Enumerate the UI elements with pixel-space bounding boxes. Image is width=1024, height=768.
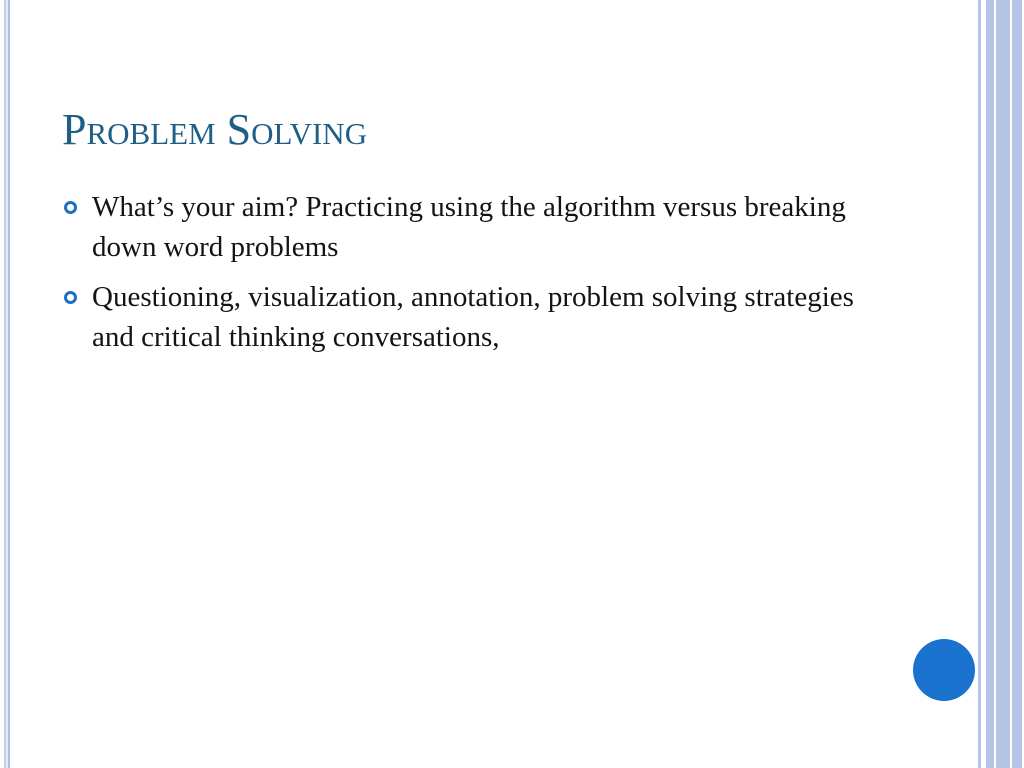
bullet-text: Questioning, visualization, annotation, problem solving strategies and critical thinking conversations, (92, 281, 854, 353)
bullet-item (62, 277, 892, 357)
slide-title: Problem Solving (62, 105, 368, 154)
bullet-item (62, 187, 892, 267)
right-stripes-decoration (976, 0, 1024, 768)
ring-bullet-icon (64, 291, 77, 304)
bullet-list (62, 187, 892, 367)
left-border-decoration (0, 0, 11, 768)
ring-bullet-icon (64, 201, 77, 214)
decorative-circle (913, 639, 975, 701)
bullet-text: What’s your aim? Practicing using the algorithm versus breaking down word problems (92, 191, 846, 263)
